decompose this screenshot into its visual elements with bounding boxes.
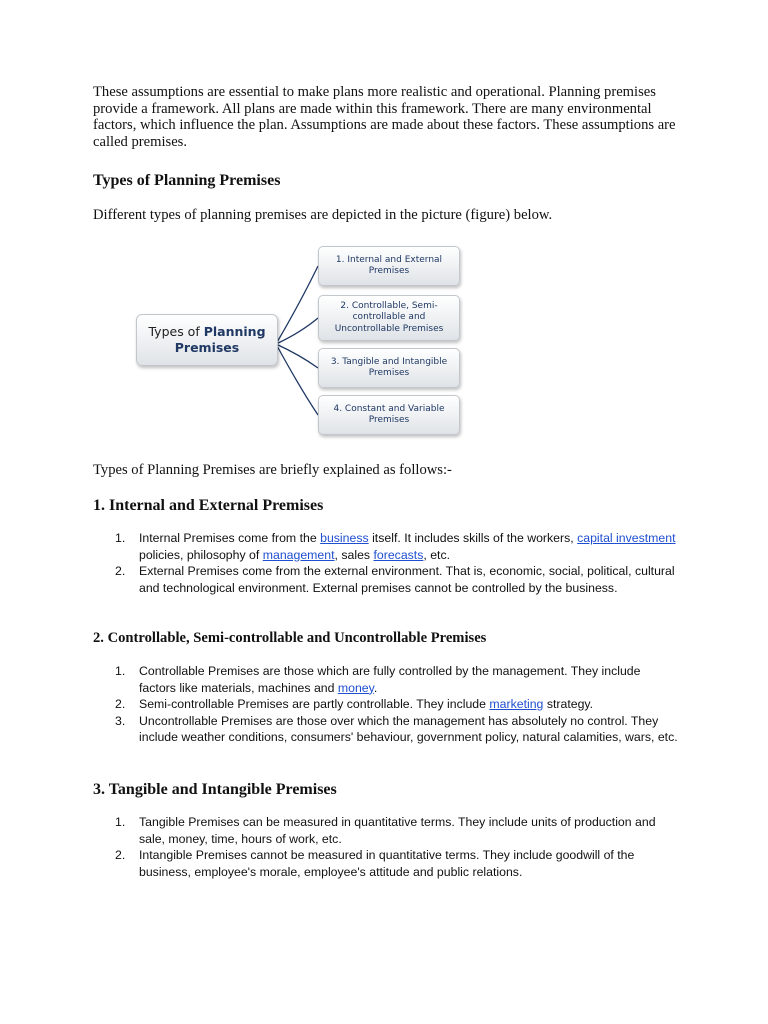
list-text: policies, philosophy of (139, 547, 263, 562)
section-1-list (115, 530, 679, 596)
money-link[interactable]: money (337, 680, 374, 695)
section-3-heading: 3. Tangible and Intangible Premises (93, 781, 337, 798)
marketing-link[interactable]: marketing (489, 697, 544, 712)
list-text: , etc. (423, 547, 451, 562)
connector-2 (276, 318, 318, 344)
list-number: 1. (115, 531, 126, 545)
list-text: Tangible Premises can be measured in quantitative terms. They include units of production and sale, money, time, hours of work, etc. (139, 815, 656, 846)
capital-investment-link[interactable]: capital investment (577, 531, 676, 545)
figure-intro: Different types of planning premises are depicted in the picture (figure) below. (93, 207, 553, 223)
planning-premises-diagram (130, 243, 470, 443)
list-text: , sales (334, 547, 374, 562)
root-label-part-a: Types of (148, 324, 204, 339)
root-label-part-b: Planning (203, 324, 266, 339)
list-text: Uncontrollable Premises are those over which the management has absolutely no control. They include weather conditions, consumers' behaviour, government policy, natural calamities, wars, etc. (139, 713, 678, 745)
list-number: 2. (115, 848, 126, 863)
explain-intro: Types of Planning Premises are briefly explained as follows:- (93, 462, 452, 478)
diagram-node-1: 1. Internal and External Premises (318, 246, 460, 286)
section-2-heading: 2. Controllable, Semi-controllable and Uncontrollable Premises (93, 630, 487, 646)
list-item (115, 563, 679, 596)
intro-paragraph: These assumptions are essential to make plans more realistic and operational. Planning premises provide a framework. All plans are made within this framework. There are many environmental factors, which influence the plan. Assumptions are made about these factors. These assumptions are called premises. (93, 84, 676, 150)
diagram-node-3: 3. Tangible and Intangible Premises (318, 348, 460, 388)
list-number: 3. (115, 713, 126, 728)
list-item (115, 696, 679, 713)
business-link[interactable]: business (320, 531, 369, 545)
list-item (115, 814, 679, 847)
list-number: 2. (115, 564, 126, 579)
diagram-node-2: 2. Controllable, Semi- controllable and Uncontrollable Premises (318, 295, 460, 341)
section-3-list (115, 814, 679, 880)
list-number: 1. (115, 815, 126, 829)
list-text: Controllable Premises are those which are fully controlled by the management. They include factors like materials, machines and (139, 664, 641, 695)
list-text: Internal Premises come from the (139, 531, 321, 545)
list-item (115, 713, 679, 746)
diagram-root-box (136, 314, 278, 366)
list-text: . (373, 680, 378, 695)
list-text: External Premises come from the external environment. That is, economic, social, political, cultural and technological environment. External premises cannot be controlled by the business. (139, 564, 675, 595)
types-heading: Types of Planning Premises (93, 172, 281, 189)
diagram-node-4: 4. Constant and Variable Premises (318, 395, 460, 435)
list-number: 2. (115, 697, 126, 712)
forecasts-link[interactable]: forecasts (373, 547, 424, 562)
list-text: itself. It includes skills of the workers, (368, 531, 578, 545)
list-number: 1. (115, 664, 126, 678)
list-item (115, 530, 679, 563)
list-text: strategy. (543, 697, 594, 712)
list-text: Intangible Premises cannot be measured in quantitative terms. They include goodwill of the business, employee's morale, employee's attitude and public relations. (139, 848, 635, 879)
list-text: Semi-controllable Premises are partly controllable. They include (139, 697, 490, 712)
section-1-heading: 1. Internal and External Premises (93, 497, 324, 514)
list-item (115, 663, 679, 696)
management-link[interactable]: management (262, 547, 335, 562)
list-item (115, 847, 679, 880)
section-2-list (115, 663, 679, 746)
root-label-part-c: Premises (174, 340, 240, 355)
